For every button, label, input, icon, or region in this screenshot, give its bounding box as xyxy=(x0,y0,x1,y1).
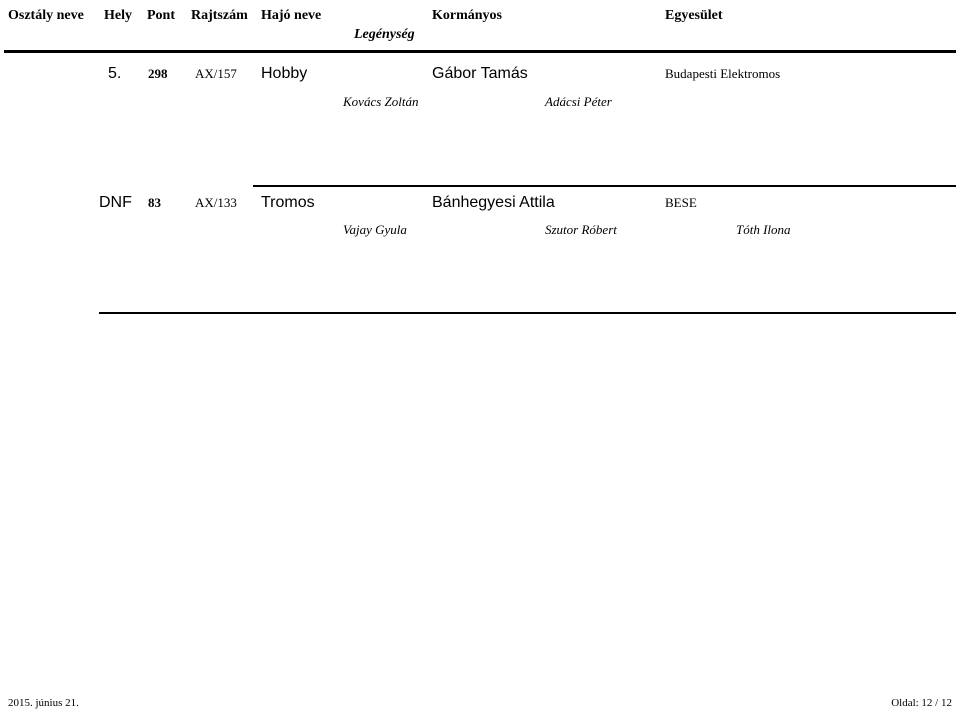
section-end-divider xyxy=(99,312,956,314)
col-crew: Legénység xyxy=(354,27,415,42)
entry-crew-member: Kovács Zoltán xyxy=(343,94,419,109)
footer-date: 2015. június 21. xyxy=(8,697,79,709)
col-points: Pont xyxy=(147,8,175,23)
entry-crew-member: Adácsi Péter xyxy=(545,94,612,109)
entry-points: 83 xyxy=(148,195,161,210)
footer-page-number: Oldal: 12 / 12 xyxy=(891,697,952,709)
entry-skipper: Bánhegyesi Attila xyxy=(432,194,555,211)
entry-place: 5. xyxy=(108,65,122,82)
entry-club: BESE xyxy=(665,195,697,210)
entry-start-number: AX/157 xyxy=(195,66,237,81)
entry-start-number: AX/133 xyxy=(195,195,237,210)
entry-crew-member: Szutor Róbert xyxy=(545,222,617,237)
entry-points: 298 xyxy=(148,66,168,81)
entry-club: Budapesti Elektromos xyxy=(665,66,781,81)
col-place: Hely xyxy=(104,8,132,23)
entry-crew-member: Vajay Gyula xyxy=(343,222,407,237)
entry-boat-name: Tromos xyxy=(261,194,315,211)
col-boat-name: Hajó neve xyxy=(261,8,322,23)
col-club: Egyesület xyxy=(665,8,723,23)
col-class-name: Osztály neve xyxy=(8,8,84,23)
header-divider xyxy=(4,50,956,53)
entry-divider xyxy=(253,185,956,187)
entry-skipper: Gábor Tamás xyxy=(432,65,528,82)
entry-crew-member: Tóth Ilona xyxy=(736,222,791,237)
col-skipper: Kormányos xyxy=(432,8,502,23)
entry-place: DNF xyxy=(99,194,132,211)
entry-boat-name: Hobby xyxy=(261,65,308,82)
col-start-number: Rajtszám xyxy=(191,8,248,23)
